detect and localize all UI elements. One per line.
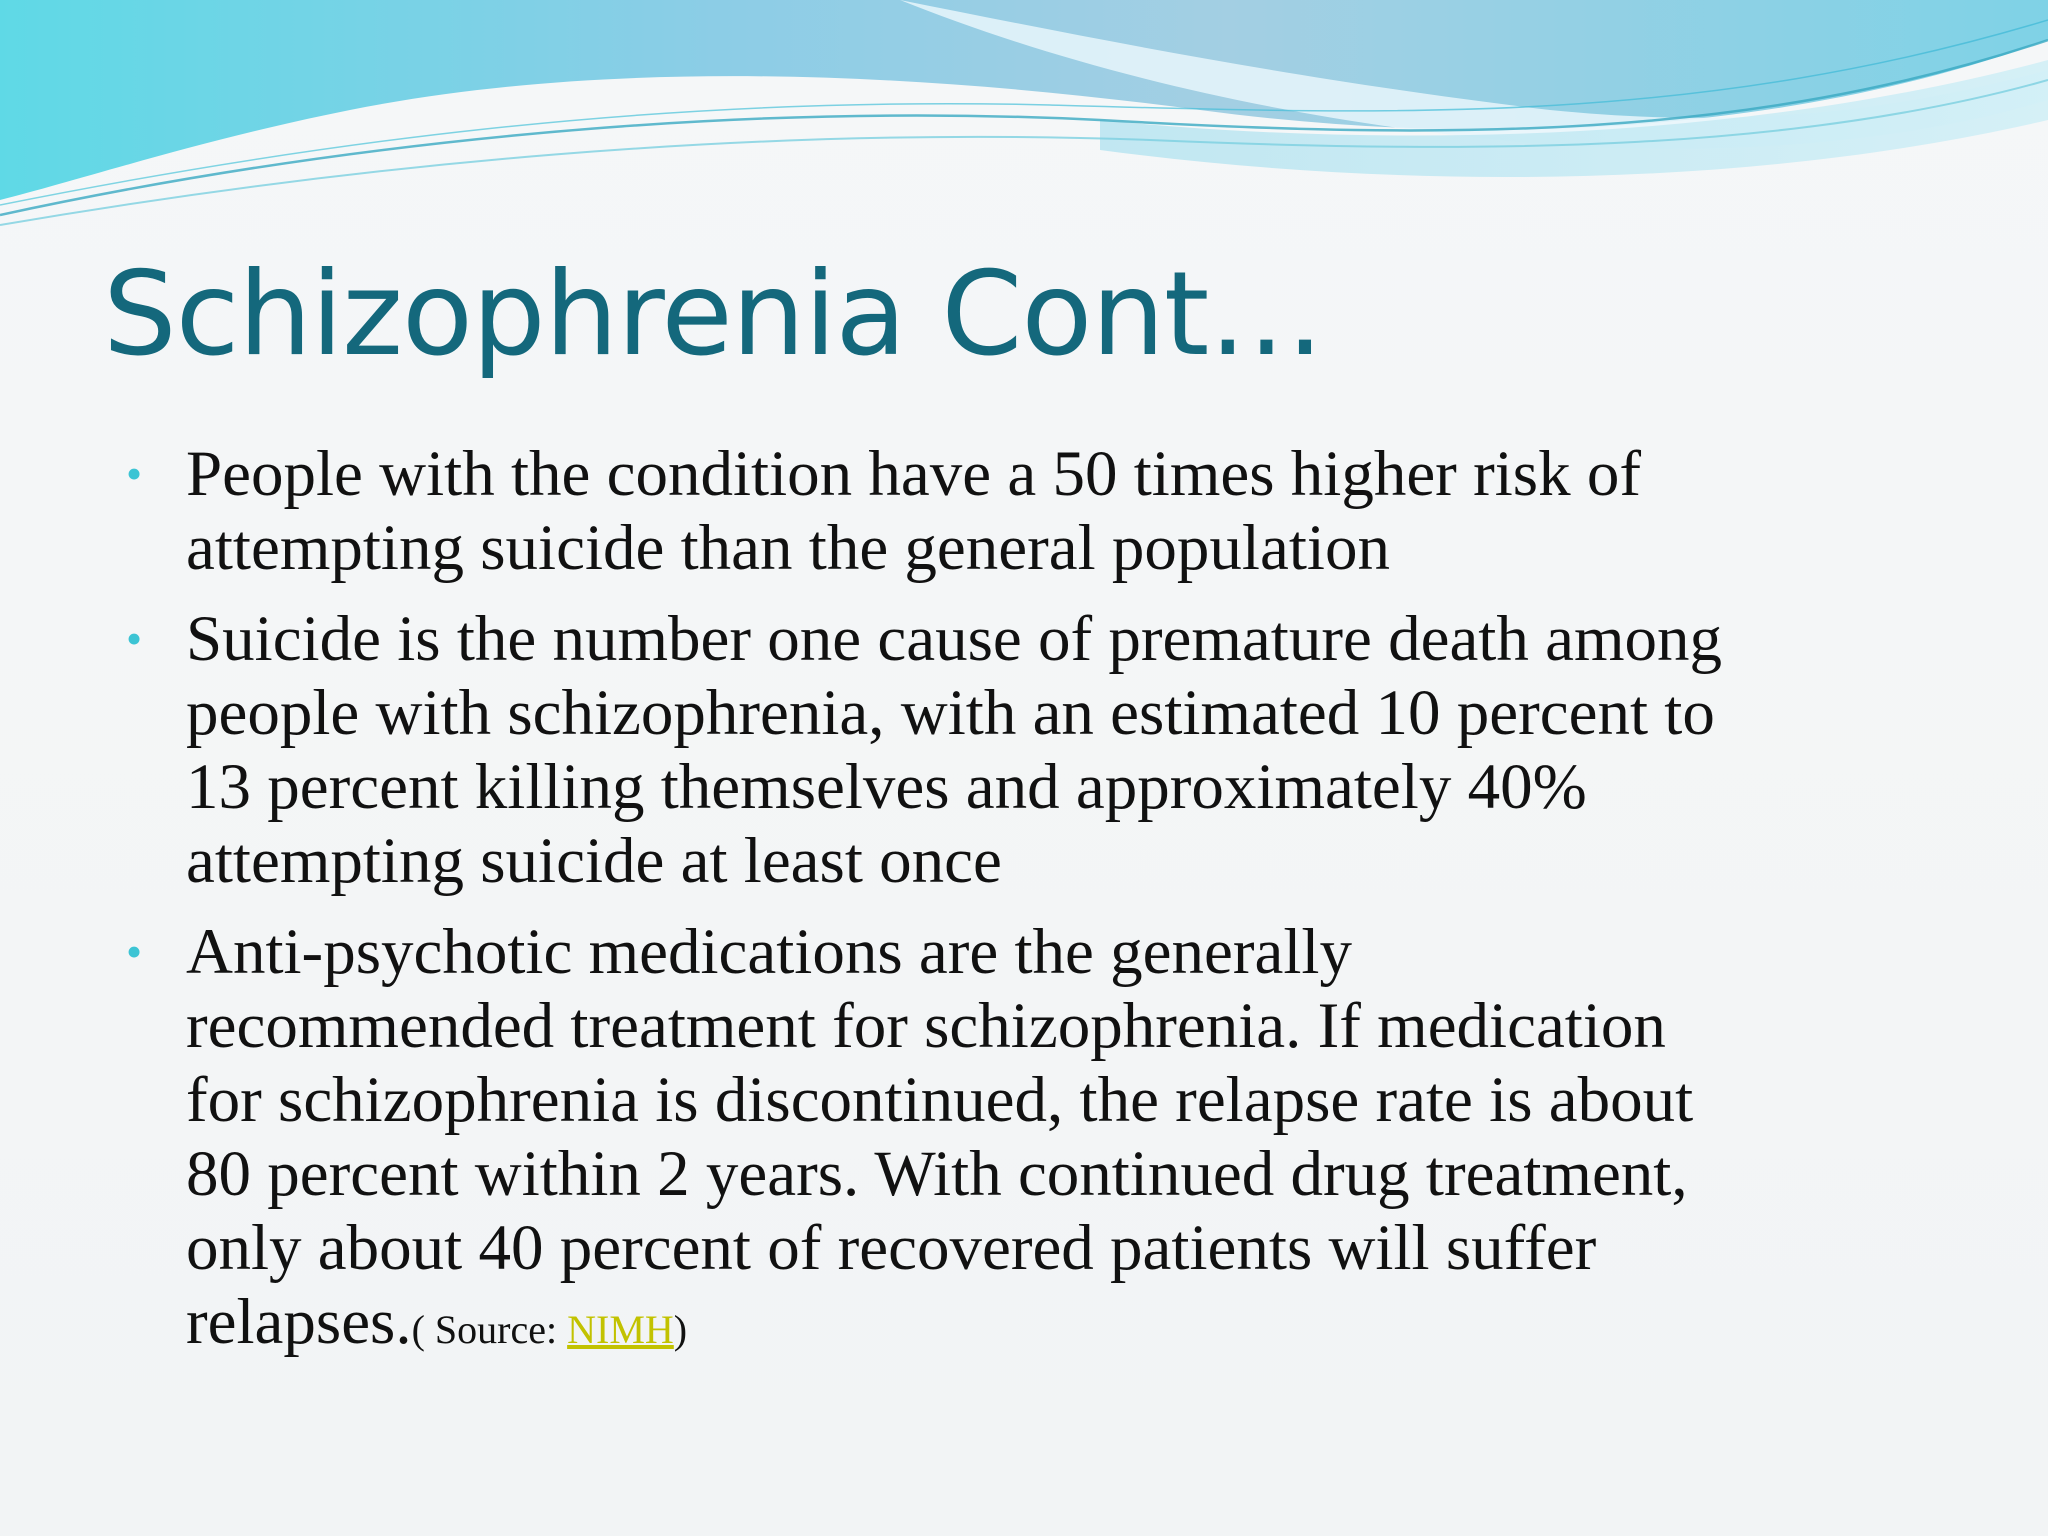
source-prefix: ( Source: bbox=[411, 1307, 568, 1352]
bullet-icon: • bbox=[126, 448, 143, 499]
bullet-line: attempting suicide at least once bbox=[186, 825, 1002, 897]
bullet-line-text: relapses. bbox=[186, 1286, 412, 1358]
bullet-line: Suicide is the number one cause of premature death among bbox=[186, 603, 1723, 675]
bullet-line: attempting suicide than the general population bbox=[186, 512, 1390, 584]
bullet-line: 13 percent killing themselves and approximately 40% bbox=[186, 751, 1587, 823]
source-suffix: ) bbox=[673, 1307, 688, 1352]
bullet-line: Anti-psychotic medications are the generally bbox=[186, 916, 1352, 988]
source-link-nimh[interactable]: NIMH bbox=[567, 1307, 674, 1352]
bullet-line: only about 40 percent of recovered patients will suffer bbox=[186, 1212, 1597, 1284]
bullet-line: People with the condition have a 50 times higher risk of bbox=[186, 438, 1641, 510]
bullet-icon: • bbox=[126, 926, 143, 977]
decorative-wave-header bbox=[0, 0, 2048, 260]
bullet-item bbox=[120, 915, 2020, 1367]
bullet-line: for schizophrenia is discontinued, the relapse rate is about bbox=[186, 1064, 1694, 1136]
bullet-line: 80 percent within 2 years. With continued drug treatment, bbox=[186, 1138, 1688, 1210]
slide-title: Schizophrenia Cont… bbox=[103, 247, 1324, 382]
bullet-list bbox=[120, 437, 2020, 1384]
bullet-item bbox=[120, 437, 2020, 585]
source-note bbox=[412, 1307, 688, 1352]
bullet-last-line bbox=[186, 1285, 2020, 1367]
bullet-line: people with schizophrenia, with an estimated 10 percent to bbox=[186, 677, 1715, 749]
bullet-item bbox=[120, 602, 2020, 898]
bullet-line: recommended treatment for schizophrenia. If medication bbox=[186, 990, 1666, 1062]
bullet-icon: • bbox=[126, 613, 143, 664]
